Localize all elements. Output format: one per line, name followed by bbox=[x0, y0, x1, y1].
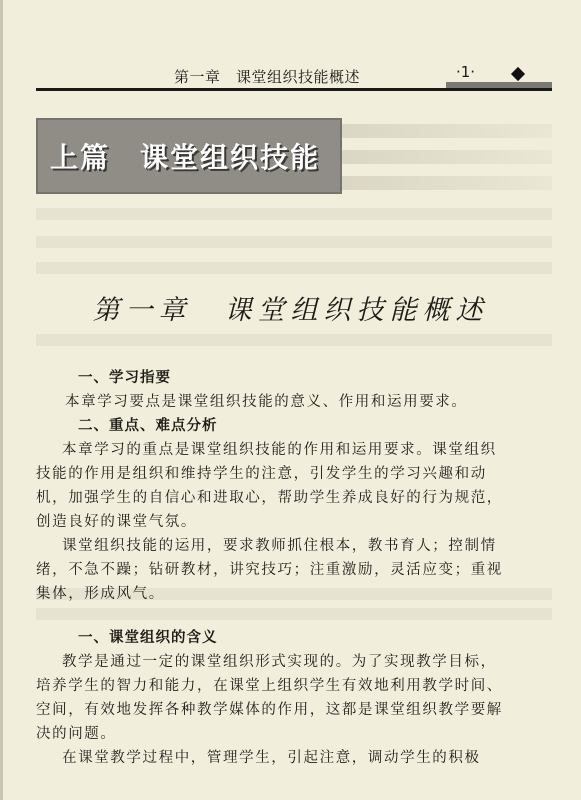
bleed-through bbox=[342, 124, 552, 138]
bleed-through bbox=[342, 150, 552, 164]
part-title: 上篇 课堂组织技能 bbox=[50, 141, 321, 174]
body-text: 本章学习要点是课堂组织技能的意义、作用和运用要求。 bbox=[65, 394, 468, 410]
chapter-heading: 第一章 课堂组织技能概述 bbox=[92, 295, 489, 326]
section-heading: 二、重点、难点分析 bbox=[78, 418, 218, 434]
body-text: 空间，有效地发挥各种教学媒体的作用，这都是课堂组织教学要解 bbox=[36, 702, 503, 718]
body-text: 创造良好的课堂气氛。 bbox=[36, 514, 197, 530]
body-text: 集体，形成风气。 bbox=[36, 586, 165, 602]
body-text: 本章学习的重点是课堂组织技能的作用和运用要求。课堂组织 bbox=[62, 442, 497, 458]
body-text: 技能的作用是组织和维持学生的注意，引发学生的学习兴趣和动 bbox=[36, 466, 487, 482]
body-text: 机，加强学生的自信心和进取心，帮助学生养成良好的行为规范， bbox=[36, 490, 503, 506]
bleed-through bbox=[36, 262, 552, 274]
header-rule bbox=[36, 88, 552, 91]
bleed-through bbox=[36, 236, 552, 248]
body-text: 课堂组织技能的运用，要求教师抓住根本，教书育人；控制情 bbox=[62, 538, 497, 554]
page-number: ·1· bbox=[456, 63, 476, 81]
bleed-through bbox=[342, 176, 552, 190]
header-chapter-title: 第一章 课堂组织技能概述 bbox=[174, 68, 361, 86]
body-text: 教学是通过一定的课堂组织形式实现的。为了实现教学目标， bbox=[62, 654, 497, 670]
diamond-icon bbox=[511, 67, 525, 81]
section-heading: 一、学习指要 bbox=[78, 370, 171, 386]
running-header bbox=[0, 0, 581, 100]
body-text: 在课堂教学过程中，管理学生，引起注意，调动学生的积极 bbox=[62, 750, 481, 766]
body-text: 培养学生的智力和能力，在课堂上组织学生有效地利用教学时间、 bbox=[36, 678, 503, 694]
body-text: 决的问题。 bbox=[36, 726, 117, 742]
bleed-through bbox=[36, 608, 552, 620]
body-text: 绪，不急不躁；钻研教材，讲究技巧；注重激励，灵活应变；重视 bbox=[36, 562, 503, 578]
section-heading: 一、课堂组织的含义 bbox=[78, 630, 218, 646]
part-banner bbox=[36, 118, 342, 194]
bleed-through bbox=[36, 334, 552, 346]
bleed-through bbox=[36, 208, 552, 220]
